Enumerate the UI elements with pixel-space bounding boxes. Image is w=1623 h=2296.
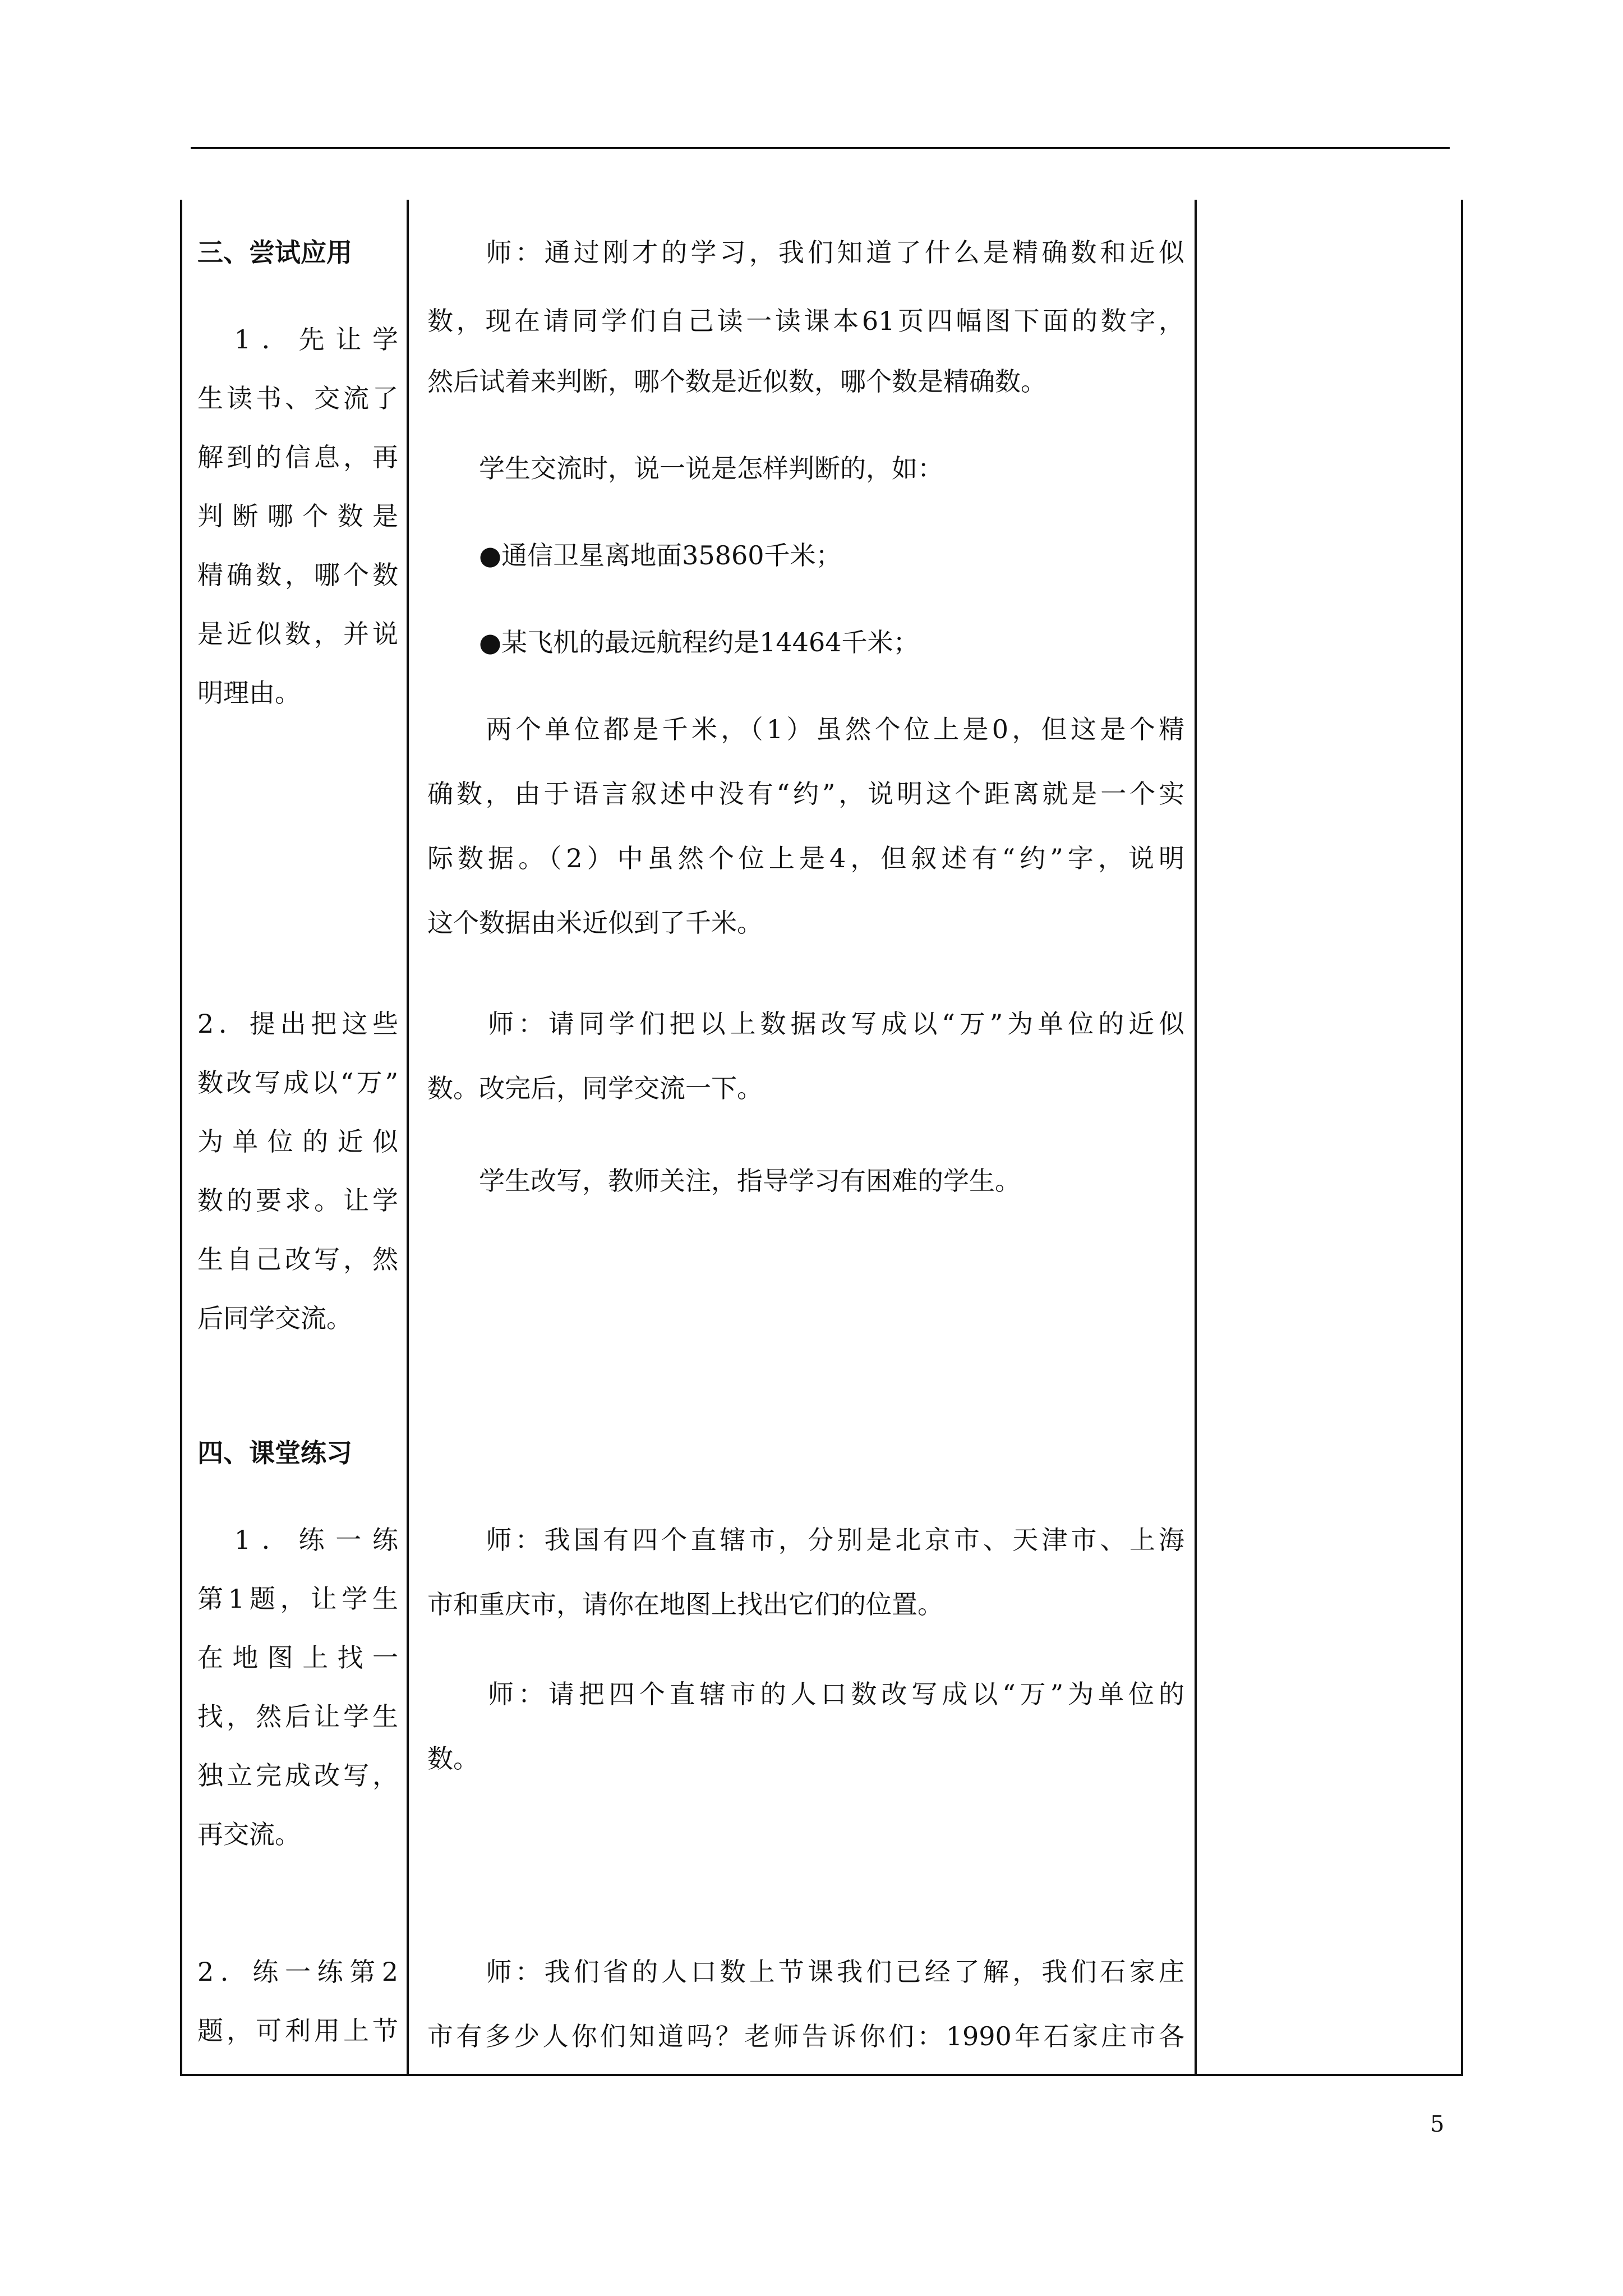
step1-line: 判断哪个数是 [197,501,398,531]
practice2-line: 题，可利用上节 [197,2016,398,2046]
table-divider-1 [407,200,409,2076]
table-border-left [180,200,182,2076]
step2-line: 2．提出把这些 [197,1009,398,1039]
practice1-line: 1．练一练 [197,1525,398,1555]
paragraph-line: 市和重庆市，请你在地图上找出它们的位置。 [427,1589,943,1619]
step1-line: 是近似数，并说 [197,619,398,649]
step1-line: 1．先让学 [197,324,398,355]
bullet-item: ●通信卫星离地面35860千米； [427,540,842,570]
page-number: 5 [1430,2111,1445,2137]
paragraph-line: 数。 [427,1743,479,1774]
header-rule [191,147,1450,149]
paragraph-line: 师：请同学们把以上数据改写成以“万”为单位的近似 [427,1009,1184,1039]
step2-line: 数改写成以“万” [197,1068,398,1098]
step1-line: 明理由。 [197,678,301,708]
paragraph-line: 师：我国有四个直辖市，分别是北京市、天津市、上海 [427,1525,1184,1555]
section4-heading: 四、课堂练习 [197,1438,352,1468]
paragraph-line: 师：请把四个直辖市的人口数改写成以“万”为单位的 [427,1679,1184,1709]
practice1-line: 再交流。 [197,1819,301,1849]
step2-line: 为单位的近似 [197,1126,398,1157]
step2-line: 后同学交流。 [197,1303,352,1333]
step2-line: 生自己改写，然 [197,1244,398,1274]
practice1-line: 找，然后让学生 [197,1701,398,1732]
practice1-line: 独立完成改写， [197,1760,398,1791]
paragraph-line: 市有多少人你们知道吗？老师告诉你们：1990年石家庄市各 [427,2021,1184,2051]
paragraph-line: 际数据。（2）中虽然个位上是4，但叙述有“约”字，说明 [427,843,1184,873]
paragraph-line: 师：我们省的人口数上节课我们已经了解，我们石家庄 [427,1957,1184,1987]
practice1-line: 在地图上找一 [197,1642,398,1673]
section3-heading: 三、尝试应用 [197,237,352,268]
paragraph-line: 师：通过刚才的学习，我们知道了什么是精确数和近似 [427,237,1184,268]
paragraph-line: 学生交流时，说一说是怎样判断的，如： [427,453,943,484]
step1-line: 精确数，哪个数 [197,560,398,590]
step1-line: 生读书、交流了 [197,383,398,413]
table-border-right [1461,200,1463,2076]
paragraph-line: 两个单位都是千米，（1）虽然个位上是0，但这是个精 [427,714,1184,744]
paragraph-line: 确数，由于语言叙述中没有“约”，说明这个距离就是一个实 [427,779,1184,809]
paragraph-line: 数，现在请同学们自己读一读课本61页四幅图下面的数字， [427,306,1184,336]
practice2-line: 2．练一练第2 [197,1957,398,1987]
bullet-item: ●某飞机的最远航程约是14464千米； [427,627,919,657]
paragraph-line: 然后试着来判断，哪个数是近似数，哪个数是精确数。 [427,366,1046,397]
step2-line: 数的要求。让学 [197,1185,398,1216]
step1-line: 解到的信息，再 [197,442,398,472]
paragraph-line: 学生改写，教师关注，指导学习有困难的学生。 [427,1166,1021,1196]
paragraph-line: 这个数据由米近似到了千米。 [427,908,763,938]
practice1-line: 第1题，让学生 [197,1584,398,1614]
table-divider-2 [1195,200,1197,2076]
paragraph-line: 数。改完后，同学交流一下。 [427,1073,763,1103]
table-bottom-border [180,2074,1463,2076]
